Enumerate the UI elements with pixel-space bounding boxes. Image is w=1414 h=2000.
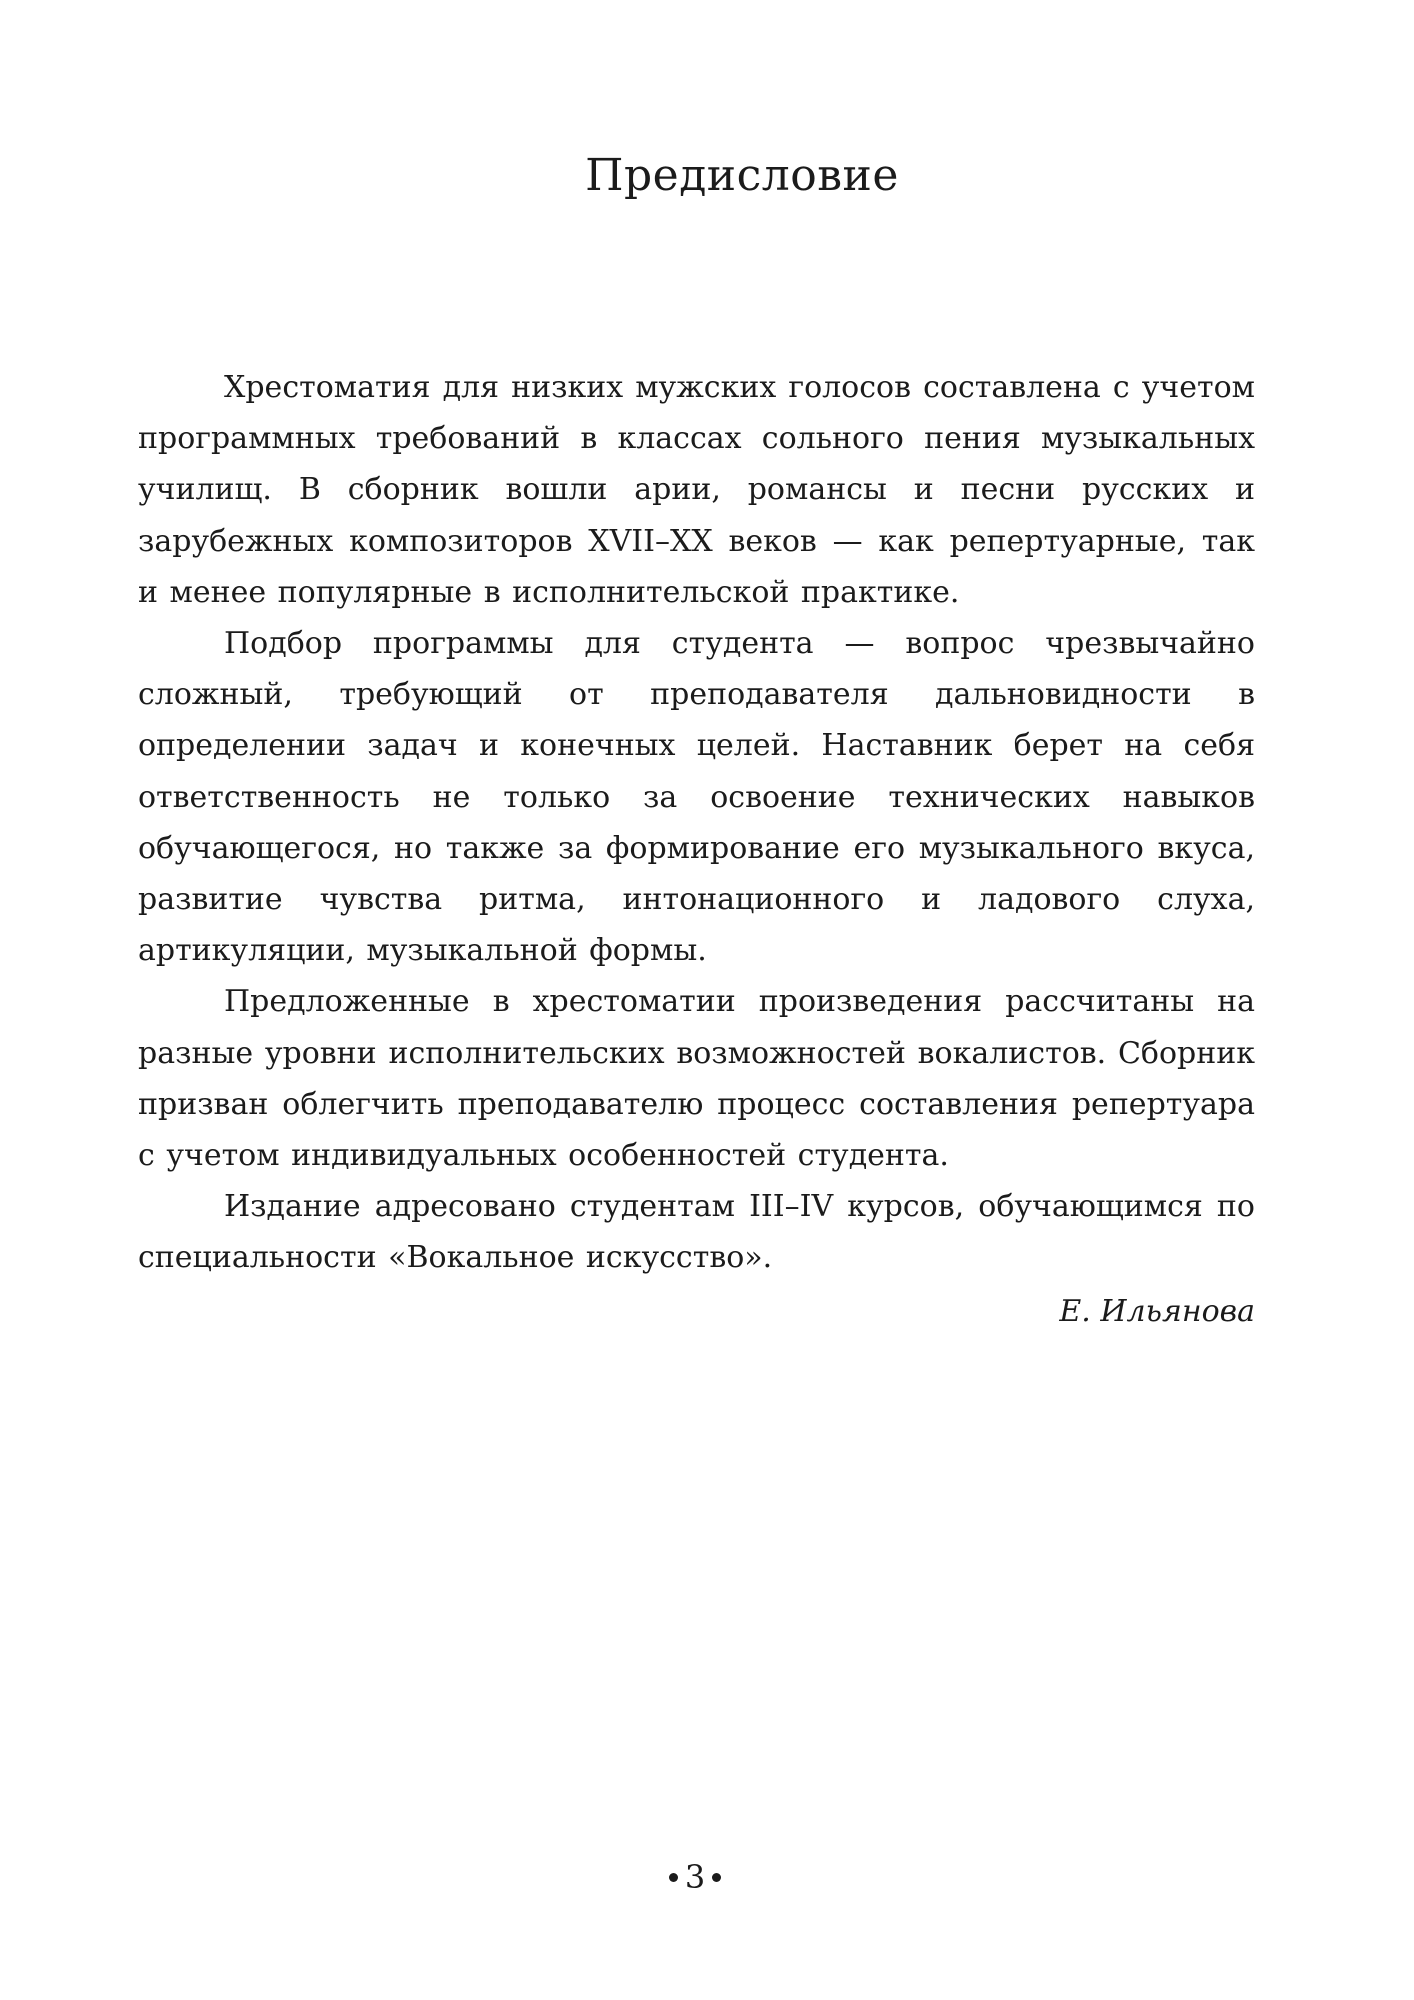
bullet-dot-left xyxy=(669,1873,678,1882)
author-signature: Е. Ильянова xyxy=(1059,1294,1255,1329)
preface-body xyxy=(138,362,1255,1284)
paragraph-4: Издание адресовано студентам III–IV курсов, обучающимся по специальности «Вокальное искусство». xyxy=(138,1189,1255,1276)
page-number xyxy=(0,1858,1390,1896)
paragraph-3: Предложенные в хрестоматии произведения рассчитаны на разные уровни исполнительских возможностей вокалистов. Сборник призван облегчить преподавателю процесс составления репертуара с учетом индивидуальных особенностей студента. xyxy=(138,984,1255,1174)
page-title: Предисловие xyxy=(585,150,899,201)
paragraph-1: Хрестоматия для низких мужских голосов составлена с учетом программных требований в классах сольного пения музыкальных училищ. В сборник вошли арии, романсы и песни русских и зарубежных композиторов XVII–XX веков — как репертуарные, так и менее популярные в исполнительской практике. xyxy=(138,370,1255,610)
paragraph-2: Подбор программы для студента — вопрос чрезвычайно сложный, требующий от преподавателя дальновидности в определении задач и конечных целей. Наставник берет на себя ответственность не только за освоение технических навыков обучающегося, но также за формирование его музыкального вкуса, развитие чувства ритма, интонационного и ладового слуха, артикуляции, музыкальной формы. xyxy=(138,626,1255,969)
bullet-dot-right xyxy=(712,1873,721,1882)
page-number-value: 3 xyxy=(684,1858,706,1896)
